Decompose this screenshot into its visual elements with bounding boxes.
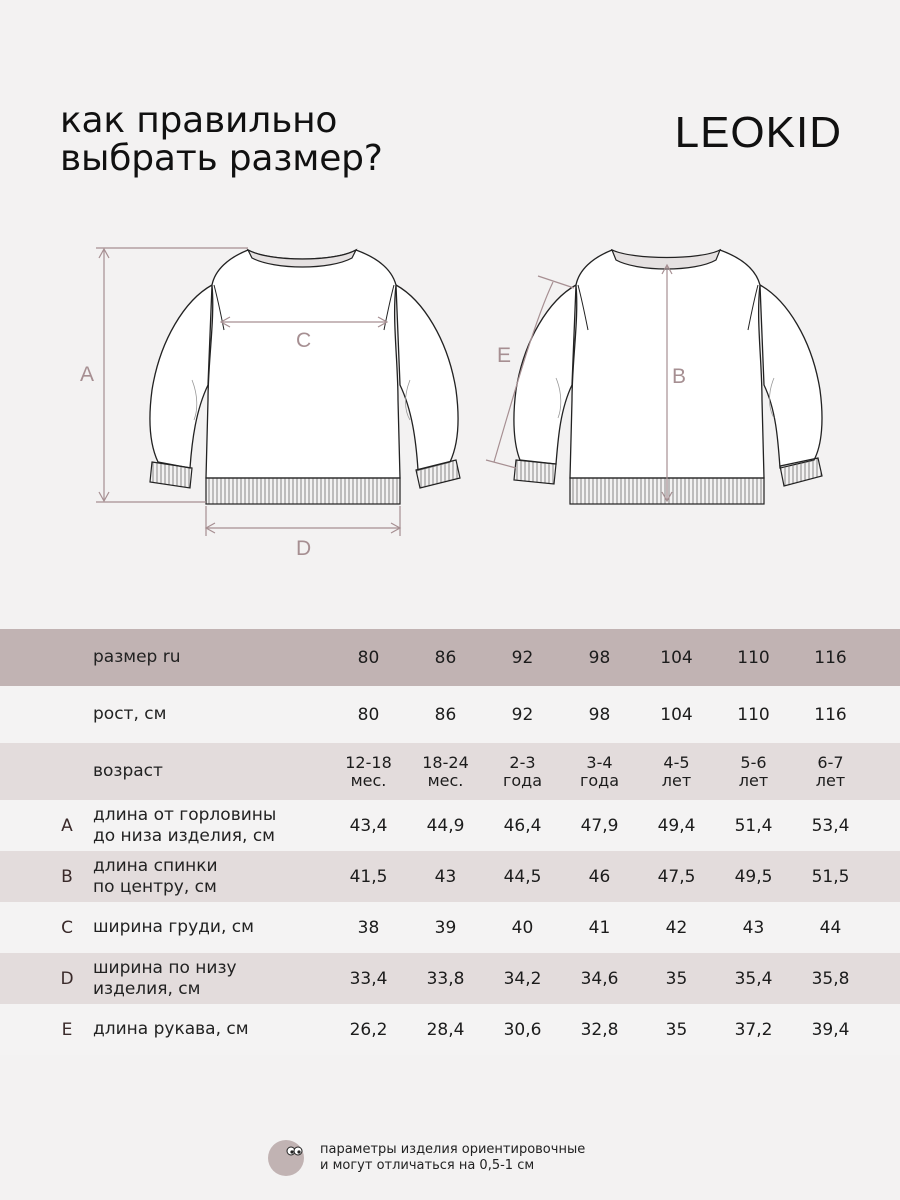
table-cell: 42 (665, 917, 688, 938)
footnote-text (320, 1142, 585, 1174)
table-cell: 98 (588, 704, 611, 725)
table-cell: 86 (434, 647, 457, 668)
measurement-letter: C (61, 917, 73, 938)
table-cell: 35,8 (811, 968, 850, 989)
back-right-sleeve (760, 285, 822, 468)
sweatshirt-diagram (0, 230, 900, 570)
table-cell: 34,6 (580, 968, 619, 989)
dimension-label-a: A (80, 363, 95, 386)
table-cell: 5-6 лет (738, 752, 769, 790)
table-cell: 39,4 (811, 1019, 850, 1040)
table-cell: 35 (665, 968, 688, 989)
table-cell: 116 (814, 647, 847, 668)
table-cell: 39 (434, 917, 457, 938)
row-label: ширина по низу изделия, см (93, 957, 237, 999)
table-row-age (0, 743, 900, 800)
table-cell: 46 (588, 866, 611, 887)
table-cell: 28,4 (426, 1019, 465, 1040)
dimension-label-b: B (672, 365, 687, 388)
table-cell: 43 (434, 866, 457, 887)
measurement-rows (0, 800, 900, 1055)
table-cell: 18-24 мес. (422, 752, 469, 790)
page-title-line-2: выбрать размер? (60, 138, 383, 179)
table-cell: 33,4 (349, 968, 388, 989)
front-left-sleeve (150, 285, 212, 468)
dimension-label-d: D (296, 537, 312, 560)
page-title (60, 102, 383, 178)
table-row-size (0, 629, 900, 686)
table-cell: 49,4 (657, 815, 696, 836)
table-row-measurement (0, 1004, 900, 1055)
table-cell: 104 (660, 647, 693, 668)
table-cell: 98 (588, 647, 611, 668)
measurement-letter: A (61, 815, 73, 836)
measurement-letter: B (61, 866, 73, 887)
mascot-icon (268, 1140, 304, 1176)
row-values (330, 800, 869, 851)
dimension-label-c: C (296, 329, 312, 352)
front-hem (206, 478, 400, 504)
table-cell: 116 (814, 704, 847, 725)
table-cell: 43,4 (349, 815, 388, 836)
table-cell: 37,2 (734, 1019, 773, 1040)
table-cell: 80 (357, 704, 380, 725)
row-label: длина от горловины до низа изделия, см (93, 804, 277, 846)
front-view (80, 248, 460, 560)
table-row-measurement (0, 953, 900, 1004)
row-label: длина спинки по центру, см (93, 855, 218, 897)
row-values (330, 1004, 869, 1055)
footnote-line-1: параметры изделия ориентировочные (320, 1142, 586, 1157)
footnote (268, 1140, 585, 1176)
measurement-letter: D (60, 968, 74, 989)
footnote-line-2: и могут отличаться на 0,5-1 см (320, 1158, 535, 1173)
table-cell: 34,2 (503, 968, 542, 989)
table-cell: 46,4 (503, 815, 542, 836)
table-cell: 35,4 (734, 968, 773, 989)
table-cell: 41,5 (349, 866, 388, 887)
measurement-letter: E (61, 1019, 73, 1040)
table-row-measurement (0, 902, 900, 953)
table-cell: 110 (737, 704, 770, 725)
table-cell: 43 (742, 917, 765, 938)
table-cell: 32,8 (580, 1019, 619, 1040)
table-cell: 47,5 (657, 866, 696, 887)
row-label: размер ru (93, 647, 181, 667)
table-row-height (0, 686, 900, 743)
table-cell: 3-4 года (579, 752, 620, 790)
table-cell: 2-3 года (502, 752, 543, 790)
table-cell: 44,9 (426, 815, 465, 836)
row-label: возраст (93, 761, 163, 781)
table-cell: 41 (588, 917, 611, 938)
table-cell: 12-18 мес. (345, 752, 392, 790)
front-right-sleeve (396, 285, 458, 470)
dimension-label-e: E (497, 344, 512, 367)
page-title-line-1: как правильно (60, 100, 338, 141)
table-cell: 92 (511, 647, 534, 668)
table-cell: 44,5 (503, 866, 542, 887)
brand-logo: LEOKID (674, 108, 842, 157)
row-values (330, 851, 869, 902)
front-body (206, 250, 400, 478)
table-cell: 44 (819, 917, 842, 938)
table-cell: 35 (665, 1019, 688, 1040)
row-values (330, 953, 869, 1004)
row-label: рост, см (93, 704, 167, 724)
row-values (330, 743, 869, 800)
back-view (486, 250, 822, 504)
table-cell: 40 (511, 917, 534, 938)
back-left-sleeve (514, 285, 576, 464)
table-cell: 51,5 (811, 866, 850, 887)
table-cell: 104 (660, 704, 693, 725)
table-cell: 4-5 лет (661, 752, 692, 790)
table-cell: 92 (511, 704, 534, 725)
table-cell: 38 (357, 917, 380, 938)
table-cell: 110 (737, 647, 770, 668)
back-left-cuff (514, 460, 556, 484)
table-row-measurement (0, 851, 900, 902)
table-cell: 53,4 (811, 815, 850, 836)
table-cell: 47,9 (580, 815, 619, 836)
table-cell: 51,4 (734, 815, 773, 836)
table-cell: 26,2 (349, 1019, 388, 1040)
row-label: ширина груди, см (93, 917, 254, 937)
table-cell: 6-7 лет (815, 752, 846, 790)
table-cell: 30,6 (503, 1019, 542, 1040)
row-values (330, 686, 869, 743)
size-table (0, 629, 900, 1055)
row-values (330, 629, 869, 686)
table-cell: 80 (357, 647, 380, 668)
table-cell: 33,8 (426, 968, 465, 989)
table-row-measurement (0, 800, 900, 851)
row-label: длина рукава, см (93, 1019, 249, 1039)
table-cell: 49,5 (734, 866, 773, 887)
table-cell: 86 (434, 704, 457, 725)
row-values (330, 902, 869, 953)
